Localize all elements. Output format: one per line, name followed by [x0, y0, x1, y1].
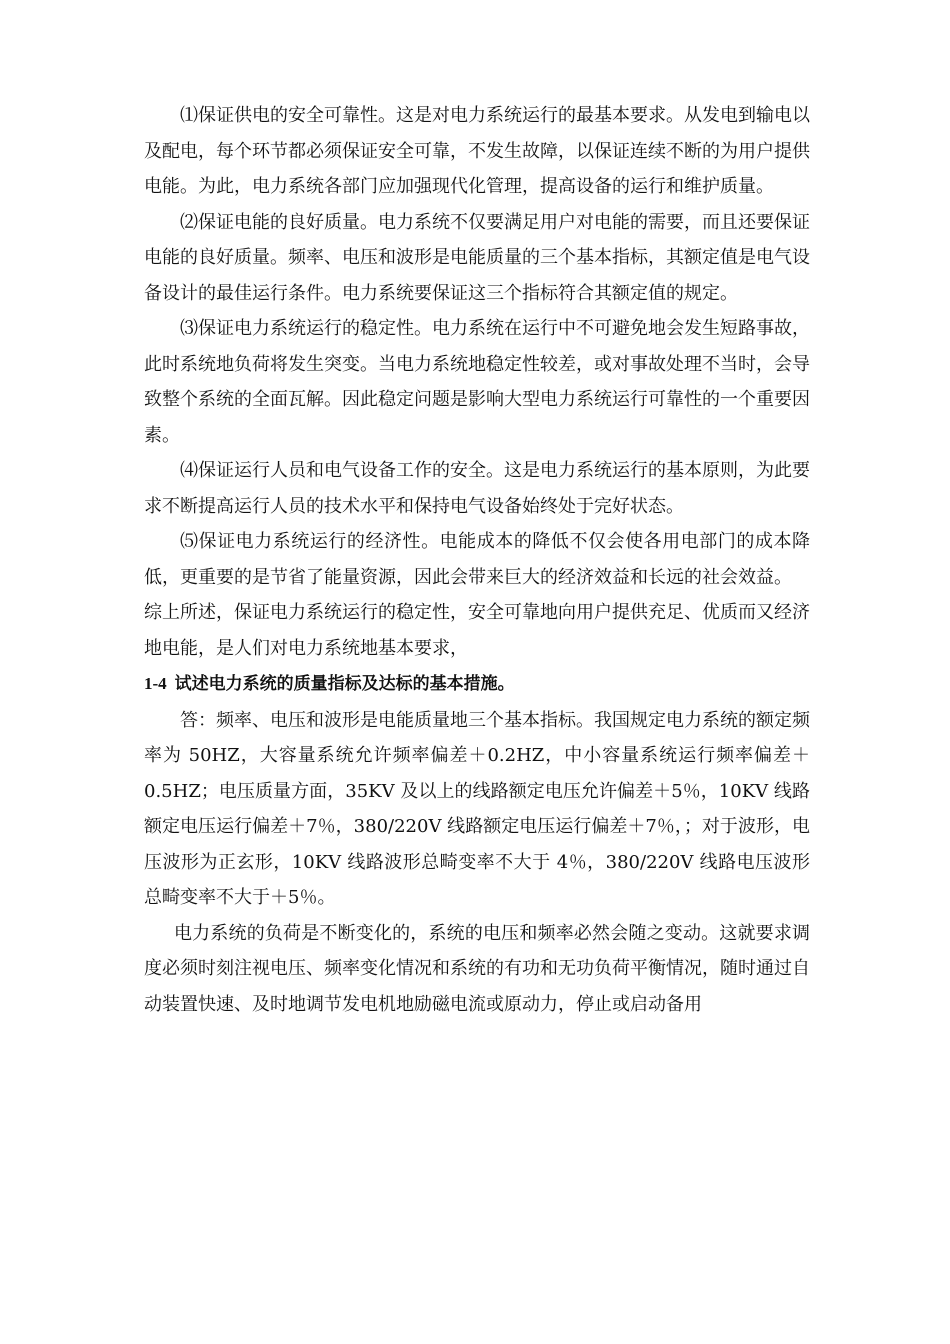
- paragraph-quality: ⑵保证电能的良好质量。电力系统不仅要满足用户对电能的需要，而且还要保证电能的良好质量。频率、电压和波形是电能质量的三个基本指标，其额定值是电气设备设计的最佳运行条件。电力系统要保证这三个指标符合其额定值的规定。: [144, 211, 810, 304]
- section-number: 1-4: [144, 674, 167, 693]
- answer-continuation-paragraph: 电力系统的负荷是不断变化的，系统的电压和频率必然会随之变动。这就要求调度必须时刻注视电压、频率变化情况和系统的有功和无功负荷平衡情况，随时通过自动装置快速、及时地调节发电机地励磁电流或原动力，停止或启动备用: [144, 922, 810, 1015]
- paragraph-stability: ⑶保证电力系统运行的稳定性。电力系统在运行中不可避免地会发生短路事故，此时系统地负荷将发生突变。当电力系统地稳定性较差，或对事故处理不当时，会导致整个系统的全面瓦解。因此稳定问题是影响大型电力系统运行可靠性的一个重要因素。: [144, 318, 810, 446]
- section-heading: [144, 666, 810, 703]
- document-body: [144, 98, 810, 1022]
- paragraph-economy: ⑸保证电力系统运行的经济性。电能成本的降低不仅会使各用电部门的成本降低，更重要的是节省了能量资源，因此会带来巨大的经济效益和长远的社会效益。: [144, 531, 810, 588]
- paragraph-summary: 综上所述，保证电力系统运行的稳定性，安全可靠地向用户提供充足、优质而又经济地电能，是人们对电力系统地基本要求，: [144, 602, 810, 659]
- section-title: 试述电力系统的质量指标及达标的基本措施。: [174, 674, 515, 694]
- paragraph-reliability: ⑴保证供电的安全可靠性。这是对电力系统运行的最基本要求。从发电到输电以及配电，每个环节都必须保证安全可靠，不发生故障，以保证连续不断的为用户提供电能。为此，电力系统各部门应加强现代化管理，提高设备的运行和维护质量。: [144, 105, 810, 197]
- answer-paragraph: 答：频率、电压和波形是电能质量地三个基本指标。我国规定电力系统的额定频率为 50HZ，大容量系统允许频率偏差＋0.2HZ，中小容量系统运行频率偏差＋0.5HZ；电压质量方面，35KV 及以上的线路额定电压允许偏差＋5％，10KV 线路额定电压运行偏差＋7％，380/220V 线路额定电压运行偏差＋7％，；对于波形，电压波形为正玄形，10KV 线路波形总畸变率不大于 4％，380/220V 线路电压波形总畸变率不大于＋5％。: [144, 709, 810, 908]
- paragraph-safety: ⑷保证运行人员和电气设备工作的安全。这是电力系统运行的基本原则，为此要求不断提高运行人员的技术水平和保持电气设备始终处于完好状态。: [144, 460, 810, 517]
